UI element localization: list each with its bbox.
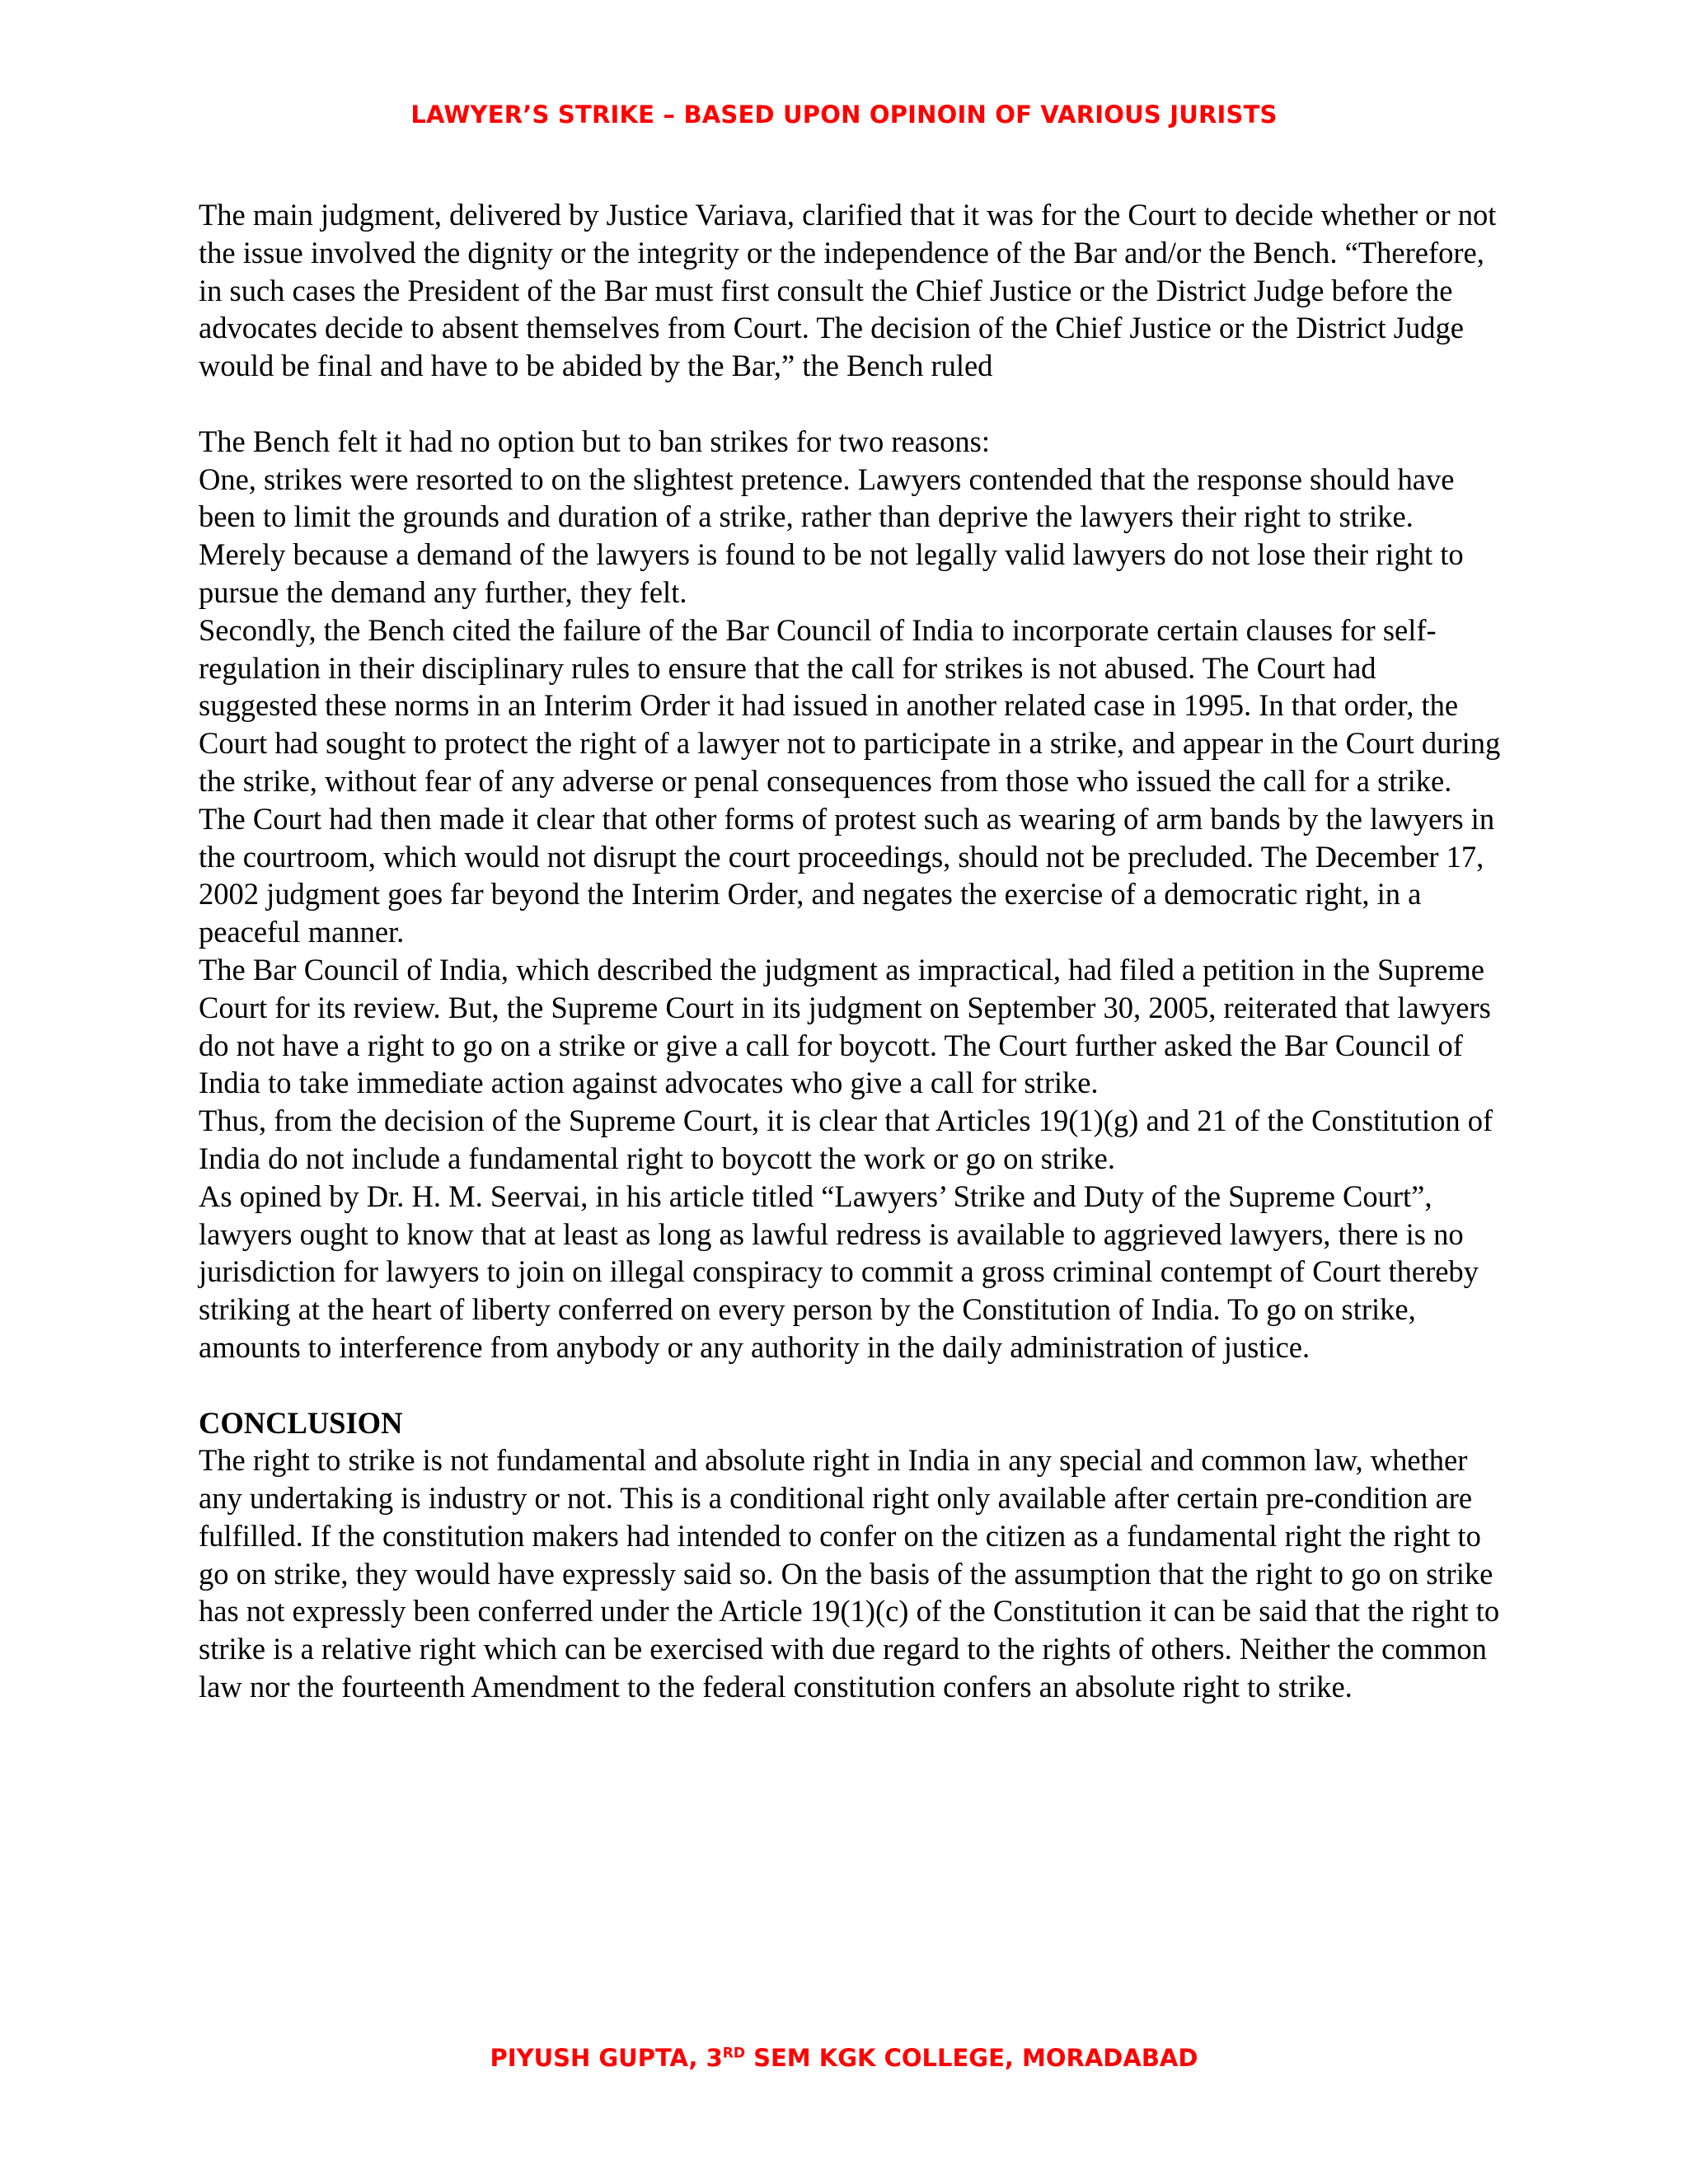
page-header-title: LAWYER’S STRIKE – BASED UPON OPINOIN OF VARIOUS JURISTS — [410, 101, 1278, 129]
paragraph-conclusion: The right to strike is not fundamental and absolute right in India in any special and common law, whether any undertaking is industry or not. This is a conditional right only available after certain pre-condition are fulfilled. If the constitution makers had intended to confer on the citizen as a fundamental right the right to go on strike, they would have expressly said so. On the basis of the assumption that the right to go on strike has not expressly been conferred under the Article 19(1)(c) of the Constitution it can be said that the right to strike is a relative right which can be exercised with due regard to the rights of others. Neither the common law nor the fourteenth Amendment to the federal constitution confers an absolute right to strike. — [199, 1443, 1500, 1704]
paragraph-gap — [199, 1366, 1501, 1404]
paragraph-articles: Thus, from the decision of the Supreme Court, it is clear that Articles 19(1)(g) and 21 of the Constitution of India do not include a fundamental right to boycott the work or go on strike. — [199, 1104, 1493, 1175]
paragraph-main-judgment: The main judgment, delivered by Justice Variava, clarified that it was for the Court to decide whether or not the issue involved the dignity or the integrity or the independence of the Bar and/or the Bench. “Therefore, in such cases the President of the Bar must first consult the Chief Justice or the District Judge before the advocates decide to absent themselves from Court. The decision of the Chief Justice or the District Judge would be final and have to be abided by the Bar,” the Bench ruled — [199, 198, 1497, 383]
paragraph-bar-council-review: The Bar Council of India, which described the judgment as impractical, had filed a petition in the Supreme Court for its review. But, the Supreme Court in its judgment on September 30, 2005, reiterated that lawyers do not have a right to go on a strike or give a call for boycott. The Court further asked the Bar Council of India to take immediate action against advocates who give a call for strike. — [199, 952, 1491, 1100]
footer-college: SEM KGK COLLEGE, MORADABAD — [745, 2044, 1198, 2072]
paragraph-ban-reasons-intro: The Bench felt it had no option but to ban strikes for two reasons: — [199, 424, 990, 458]
paragraph-reason-two: Secondly, the Bench cited the failure of the Bar Council of India to incorporate certain clauses for self-regulation in their disciplinary rules to ensure that the call for strikes is not abused. The Court had suggested these norms in an Interim Order it had issued in another related case in 1995. In that order, the Court had sought to protect the right of a lawyer not to participate in a strike, and appear in the Court during the strike, without fear of any adverse or penal consequences from those who issued the call for a strike. The Court had then made it clear that other forms of protest such as wearing of arm bands by the lawyers in the courtroom, which would not disrupt the court proceedings, should not be precluded. The December 17, 2002 judgment goes far beyond the Interim Order, and negates the exercise of a democratic right, in a peaceful manner. — [199, 612, 1501, 949]
document-body — [199, 196, 1501, 1706]
paragraph-gap — [199, 385, 1501, 423]
page-footer — [0, 2044, 1688, 2072]
footer-author: PIYUSH GUPTA, 3 — [490, 2044, 723, 2072]
paragraph-seervai-opinion: As opined by Dr. H. M. Seervai, in his article titled “Lawyers’ Strike and Duty of the Supreme Court”, lawyers ought to know that at least as long as lawful redress is available to aggrieved lawyers, there is no jurisdiction for lawyers to join on illegal conspiracy to commit a gross criminal contempt of Court thereby striking at the heart of liberty conferred on every person by the Constitution of India. To go on strike, amounts to interference from anybody or any authority in the daily administration of justice. — [199, 1179, 1479, 1364]
footer-superscript: RD — [722, 2045, 745, 2062]
paragraph-reason-one: One, strikes were resorted to on the slightest pretence. Lawyers contended that the response should have been to limit the grounds and duration of a strike, rather than deprive the lawyers their right to strike. Merely because a demand of the lawyers is found to be not legally valid lawyers do not lose their right to pursue the demand any further, they felt. — [199, 462, 1464, 609]
conclusion-heading: CONCLUSION — [199, 1405, 403, 1440]
